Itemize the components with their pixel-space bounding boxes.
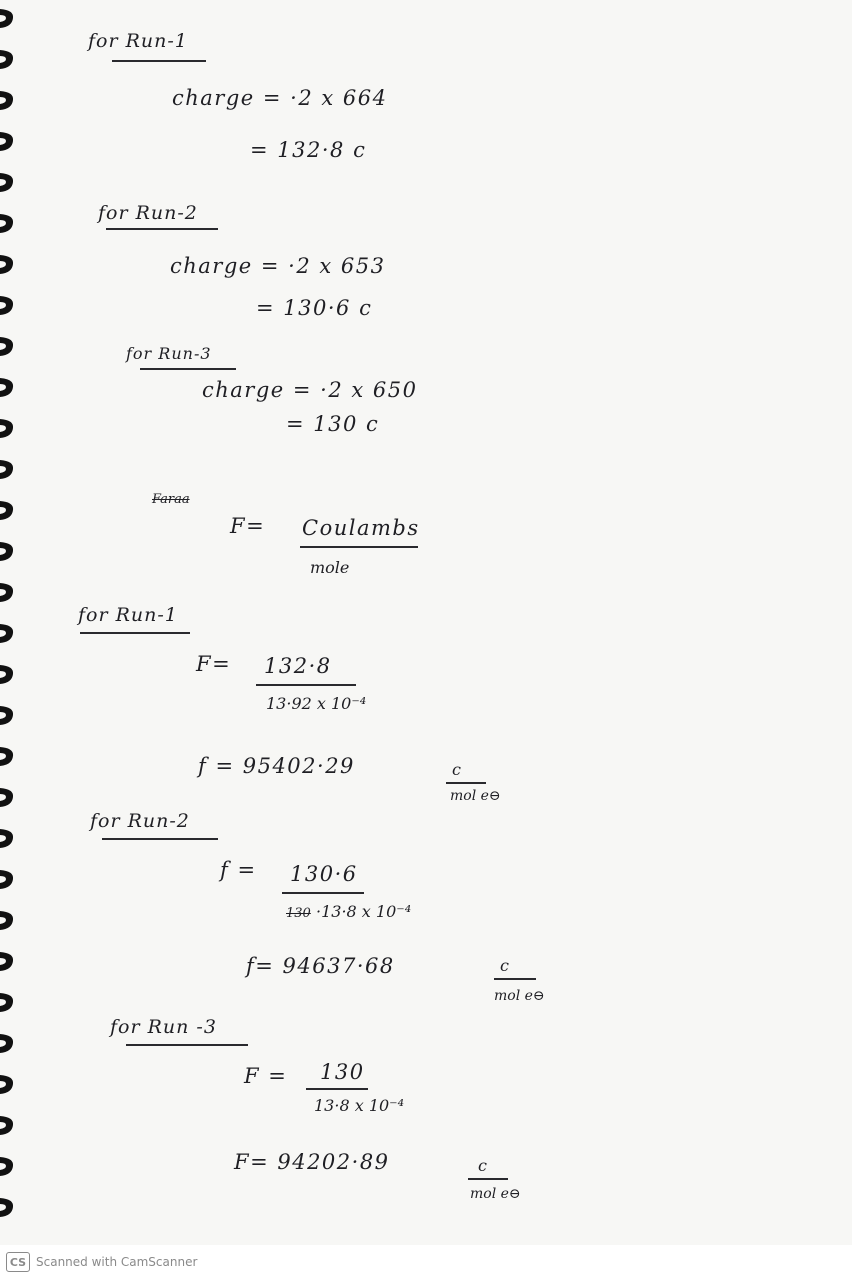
binding-ring bbox=[0, 911, 13, 930]
watermark-text: Scanned with CamScanner bbox=[36, 1255, 198, 1269]
calc3-result: F= 94202·89 bbox=[234, 1150, 390, 1174]
binding-ring bbox=[0, 788, 13, 807]
calc2-heading: for Run-2 bbox=[90, 810, 190, 832]
binding-ring bbox=[0, 952, 13, 971]
calc1-unit-denominator: mol e⊖ bbox=[450, 788, 501, 804]
calc3-fraction-bar bbox=[306, 1088, 368, 1090]
run2-charge-line2: = 130·6 c bbox=[256, 296, 373, 320]
binding-ring bbox=[0, 173, 13, 192]
calc2-unit-denominator: mol e⊖ bbox=[494, 988, 545, 1004]
calc2-struck-text: 130 bbox=[286, 906, 311, 921]
calc1-denominator: 13·92 x 10⁻⁴ bbox=[266, 694, 367, 713]
calc2-lhs: f = bbox=[220, 858, 257, 882]
binding-ring bbox=[0, 1075, 13, 1094]
binding-ring bbox=[0, 829, 13, 848]
calc3-lhs: F = bbox=[244, 1064, 288, 1088]
binding-ring bbox=[0, 665, 13, 684]
binding-ring bbox=[0, 1034, 13, 1053]
run1-charge-line1: charge = ·2 x 664 bbox=[172, 86, 388, 110]
calc2-result: f= 94637·68 bbox=[246, 954, 395, 978]
calc3-numerator: 130 bbox=[320, 1060, 365, 1084]
calc2-denominator: ·13·8 x 10⁻⁴ bbox=[316, 902, 412, 921]
binding-ring bbox=[0, 1157, 13, 1176]
calc2-unit-numerator: c bbox=[500, 956, 509, 975]
camscanner-logo: CS bbox=[6, 1252, 30, 1272]
calc1-lhs: F= bbox=[196, 652, 232, 676]
binding-ring bbox=[0, 419, 13, 438]
formula-denominator: mole bbox=[310, 558, 350, 577]
binding-ring bbox=[0, 542, 13, 561]
binding-ring bbox=[0, 378, 13, 397]
calc2-fraction-bar bbox=[282, 892, 364, 894]
calc1-heading-underline bbox=[80, 632, 190, 634]
binding-ring bbox=[0, 296, 13, 315]
binding-ring bbox=[0, 9, 13, 28]
binding-ring bbox=[0, 501, 13, 520]
binding-ring bbox=[0, 747, 13, 766]
binding-ring bbox=[0, 993, 13, 1012]
formula-lhs: F= bbox=[230, 514, 266, 538]
binding-ring bbox=[0, 50, 13, 69]
calc1-fraction-bar bbox=[256, 684, 356, 686]
calc2-numerator: 130·6 bbox=[290, 862, 358, 886]
binding-ring bbox=[0, 1198, 13, 1217]
binding-ring bbox=[0, 583, 13, 602]
binding-ring bbox=[0, 706, 13, 725]
binding-ring bbox=[0, 91, 13, 110]
calc1-result: f = 95402·29 bbox=[198, 754, 355, 778]
run2-heading-underline bbox=[106, 228, 218, 230]
binding-ring bbox=[0, 214, 13, 233]
run1-charge-line2: = 132·8 c bbox=[250, 138, 367, 162]
calc1-numerator: 132·8 bbox=[264, 654, 332, 678]
binding-ring bbox=[0, 337, 13, 356]
run1-heading: for Run-1 bbox=[88, 30, 188, 52]
run3-charge-line2: = 130 c bbox=[286, 412, 380, 436]
calc3-unit-bar bbox=[468, 1178, 508, 1180]
spiral-binding bbox=[0, 0, 30, 1245]
calc2-heading-underline bbox=[102, 838, 218, 840]
calc3-unit-numerator: c bbox=[478, 1156, 487, 1175]
binding-ring bbox=[0, 624, 13, 643]
calc1-heading: for Run-1 bbox=[78, 604, 178, 626]
run1-heading-underline bbox=[112, 60, 206, 62]
run2-heading: for Run-2 bbox=[98, 202, 198, 224]
calc3-unit-denominator: mol e⊖ bbox=[470, 1186, 521, 1202]
binding-ring bbox=[0, 255, 13, 274]
binding-ring bbox=[0, 870, 13, 889]
calc2-unit-bar bbox=[494, 978, 536, 980]
run3-charge-line1: charge = ·2 x 650 bbox=[202, 378, 418, 402]
formula-numerator: Coulambs bbox=[302, 516, 420, 540]
binding-ring bbox=[0, 460, 13, 479]
binding-ring bbox=[0, 1116, 13, 1135]
calc1-unit-numerator: c bbox=[452, 760, 461, 779]
struck-word: Faraa bbox=[152, 492, 190, 507]
binding-ring bbox=[0, 132, 13, 151]
calc3-heading: for Run -3 bbox=[110, 1016, 217, 1038]
run3-heading-underline bbox=[140, 368, 236, 370]
scanner-watermark bbox=[6, 1252, 197, 1272]
calc1-unit-bar bbox=[446, 782, 486, 784]
calc3-denominator: 13·8 x 10⁻⁴ bbox=[314, 1096, 405, 1115]
run3-heading: for Run-3 bbox=[126, 344, 212, 363]
run2-charge-line1: charge = ·2 x 653 bbox=[170, 254, 386, 278]
formula-fraction-bar bbox=[300, 546, 418, 548]
calc3-heading-underline bbox=[126, 1044, 248, 1046]
